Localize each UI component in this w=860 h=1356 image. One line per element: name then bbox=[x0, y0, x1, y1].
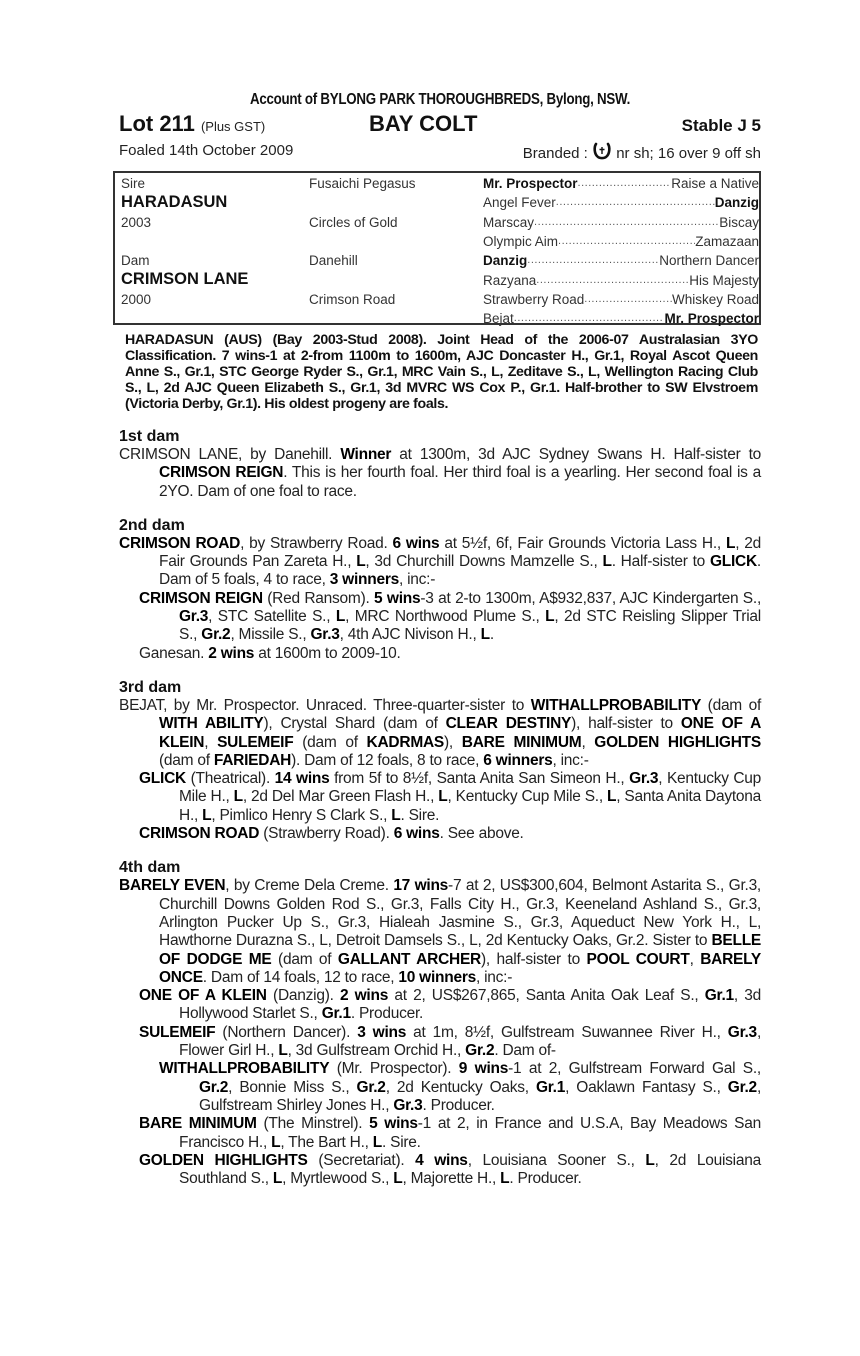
third-gen-row bbox=[483, 213, 759, 232]
sire-name: HARADASUN bbox=[121, 193, 228, 211]
section-body bbox=[119, 446, 761, 501]
dam-section-4 bbox=[119, 859, 761, 1188]
brand-marks: nr sh; 16 over 9 off sh bbox=[616, 145, 761, 162]
dam-sire: Danehill bbox=[309, 253, 358, 268]
sire-summary: HARADASUN (AUS) (Bay 2003-Stud 2008). Joint Head of the 2006-07 Australasian 3YO Classification. 7 wins-1 at 2-from 1100m to 1600m, AJC Doncaster H., Gr.1, Royal Ascot Queen Anne S., Gr.1, STC George Ryder S., Gr.1, MRC Vain S., L, Zeditave S., L, Wellington Racing Club S., L, 2d AJC Queen Elizabeth S., Gr.1, 3d MVRC WS Cox P., Gr.1. Half-brother to SW Elvstroem (Victoria Derby, Gr.1). His oldest progeny are foals. bbox=[125, 332, 758, 412]
ancestor-right: Whiskey Road bbox=[671, 292, 759, 307]
dam-label: Dam bbox=[121, 253, 150, 268]
ancestor-left: Danzig bbox=[483, 253, 528, 268]
ancestor-right: Northern Dancer bbox=[659, 253, 759, 268]
dam-year: 2000 bbox=[121, 292, 152, 307]
horseshoe-cross-brand-icon bbox=[592, 142, 612, 160]
ancestor-right: Raise a Native bbox=[671, 176, 759, 191]
progeny-record: GOLDEN HIGHLIGHTS (Secretariat). 4 wins, Louisiana Sooner S., L, 2d Louisiana Southland S., L, Myrtlewood S., L, Majorette H., L. Producer. bbox=[139, 1151, 761, 1188]
progeny-record: SULEMEIF (Northern Dancer). 3 wins at 1m, 8½f, Gulfstream Suwannee River H., Gr.3, Flower Girl H., L, 3d Gulfstream Orchid H., Gr.2. Dam of- bbox=[139, 1023, 761, 1060]
third-gen-row bbox=[483, 251, 759, 270]
progeny-record: GLICK (Theatrical). 14 wins from 5f to 8½f, Santa Anita San Simeon H., Gr.3, Kentucky Cup Mile H., L, 2d Del Mar Green Flash H., L, Kentucky Cup Mile S., L, Santa Anita Daytona H., L, Pimlico Henry S Clark S., L. Sire. bbox=[139, 770, 762, 824]
sire-dam: Circles of Gold bbox=[309, 215, 398, 230]
catalogue-page bbox=[119, 90, 761, 1188]
ancestor-right: Mr. Prospector bbox=[664, 311, 759, 326]
progeny-record: CRIMSON ROAD (Strawberry Road). 6 wins. See above. bbox=[139, 825, 524, 843]
ancestor-left: Marscay bbox=[483, 215, 535, 230]
section-body bbox=[119, 877, 761, 1188]
sire-label: Sire bbox=[121, 176, 146, 191]
lot-line bbox=[119, 111, 761, 137]
foaled-line bbox=[119, 139, 761, 163]
progeny-record: CRIMSON REIGN (Red Ransom). 5 wins-3 at 2-to 1300m, A$932,837, AJC Kindergarten S., Gr.3, STC Satellite S., L, MRC Northwood Plume S., L, 2d STC Reisling Slipper Trial S., Gr.2, Missile S., Gr.3, 4th AJC Nivison H., L. bbox=[139, 589, 762, 644]
third-gen-row bbox=[483, 174, 759, 193]
ancestor-left: Strawberry Road bbox=[483, 292, 585, 307]
brand-info bbox=[523, 142, 761, 162]
ancestor-right: Zamazaan bbox=[695, 234, 759, 249]
plus-gst-note: (Plus GST) bbox=[200, 119, 266, 134]
third-gen-row bbox=[483, 193, 759, 212]
dam-dam: Crimson Road bbox=[309, 292, 396, 307]
sire-sire: Fusaichi Pegasus bbox=[309, 176, 416, 191]
dam-record: CRIMSON ROAD, by Strawberry Road. 6 wins at 5½f, 6f, Fair Grounds Victoria Lass H., L, 2d Fair Grounds Pan Zareta H., L, 3d Churchill Downs Mamzelle S., L. Half-sister to GLICK. Dam of 5 foals, 4 to race, 3 winners, inc:- bbox=[119, 534, 761, 589]
third-gen-row bbox=[483, 309, 759, 328]
progeny-record: WITHALLPROBABILITY (Mr. Prospector). 9 wins-1 at 2, Gulfstream Forward Gal S., Gr.2, Bonnie Miss S., Gr.2, 2d Kentucky Oaks, Gr.1, Oaklawn Fantasy S., Gr.2, Gulfstream Shirley Jones H., Gr.3. Producer. bbox=[159, 1060, 761, 1114]
dam-record: BARELY EVEN, by Creme Dela Creme. 17 wins-7 at 2, US$300,604, Belmont Astarita S., Gr.3, Churchill Downs Golden Rod S., Gr.3, Falls City H., Gr.3, Keeneland Ashland S., Gr.3, Arlington Pucker Up S., Gr.3, Hialeah Jasmine S., Gr.3, Aqueduct New York H., L, Hawthorne Durazna S., L, Detroit Damsels S., L, 2d Kentucky Oaks, Gr.2. Sister to BELLE OF DODGE ME (dam of GALLANT ARCHER), half-sister to POOL COURT, BARELY ONCE. Dam of 14 foals, 12 to race, 10 winners, inc:- bbox=[119, 877, 761, 986]
section-heading: 1st dam bbox=[119, 428, 180, 445]
progeny-record: Ganesan. 2 wins at 1600m to 2009-10. bbox=[139, 644, 401, 662]
ancestor-left: Bejat bbox=[483, 311, 514, 326]
horse-description: BAY COLT bbox=[369, 111, 478, 136]
ancestor-left: Mr. Prospector bbox=[483, 176, 578, 191]
ancestor-right: His Majesty bbox=[689, 273, 759, 288]
stable-location: Stable J 5 bbox=[681, 116, 761, 135]
dam-section-2 bbox=[119, 517, 761, 663]
foaled-date: Foaled 14th October 2009 bbox=[119, 142, 294, 159]
ancestor-right: Danzig bbox=[714, 195, 759, 210]
ancestor-left: Razyana bbox=[483, 273, 537, 288]
dam-section-3 bbox=[119, 679, 761, 843]
dam-name: CRIMSON LANE bbox=[121, 270, 249, 288]
dam-section-1 bbox=[119, 428, 761, 501]
ancestor-left: Olympic Aim bbox=[483, 234, 559, 249]
vendor-account: Account of BYLONG PARK THOROUGHBREDS, Bylong, NSW. bbox=[249, 91, 631, 108]
third-gen-row bbox=[483, 290, 759, 309]
third-gen-row bbox=[483, 232, 759, 251]
lot-number bbox=[119, 111, 265, 140]
section-heading: 2nd dam bbox=[119, 516, 185, 534]
ancestor-right: Biscay bbox=[719, 215, 759, 230]
branded-label: Branded : bbox=[522, 145, 588, 162]
third-gen-row bbox=[483, 271, 759, 290]
dam-record: BEJAT, by Mr. Prospector. Unraced. Three-quarter-sister to WITHALLPROBABILITY (dam of WITH ABILITY), Crystal Shard (dam of CLEAR DESTINY), half-sister to ONE OF A KLEIN, SULEMEIF (dam of KADRMAS), BARE MINIMUM, GOLDEN HIGHLIGHTS (dam of FARIEDAH). Dam of 12 foals, 8 to race, 6 winners, inc:- bbox=[119, 696, 762, 769]
section-body bbox=[119, 535, 761, 663]
ancestor-left: Angel Fever bbox=[483, 195, 556, 210]
dam-record: CRIMSON LANE, by Danehill. Winner at 1300m, 3d AJC Sydney Swans H. Half-sister to CRIMSON REIGN. This is her fourth foal. Her third foal is a yearling. Her second foal is a 2YO. Dam of one foal to race. bbox=[119, 446, 761, 500]
section-heading: 4th dam bbox=[119, 859, 181, 877]
progeny-record: ONE OF A KLEIN (Danzig). 2 wins at 2, US$267,865, Santa Anita Oak Leaf S., Gr.1, 3d Hollywood Starlet S., Gr.1. Producer. bbox=[139, 987, 762, 1023]
section-body bbox=[119, 697, 761, 843]
pedigree-table bbox=[113, 171, 761, 325]
female-family bbox=[119, 428, 761, 1188]
progeny-record: BARE MINIMUM (The Minstrel). 5 wins-1 at 2, in France and U.S.A, Bay Meadows San Francisco H., L, The Bart H., L. Sire. bbox=[139, 1115, 761, 1151]
sire-year: 2003 bbox=[121, 215, 152, 230]
lot-label: Lot 211 bbox=[119, 111, 195, 136]
section-heading: 3rd dam bbox=[119, 678, 182, 696]
